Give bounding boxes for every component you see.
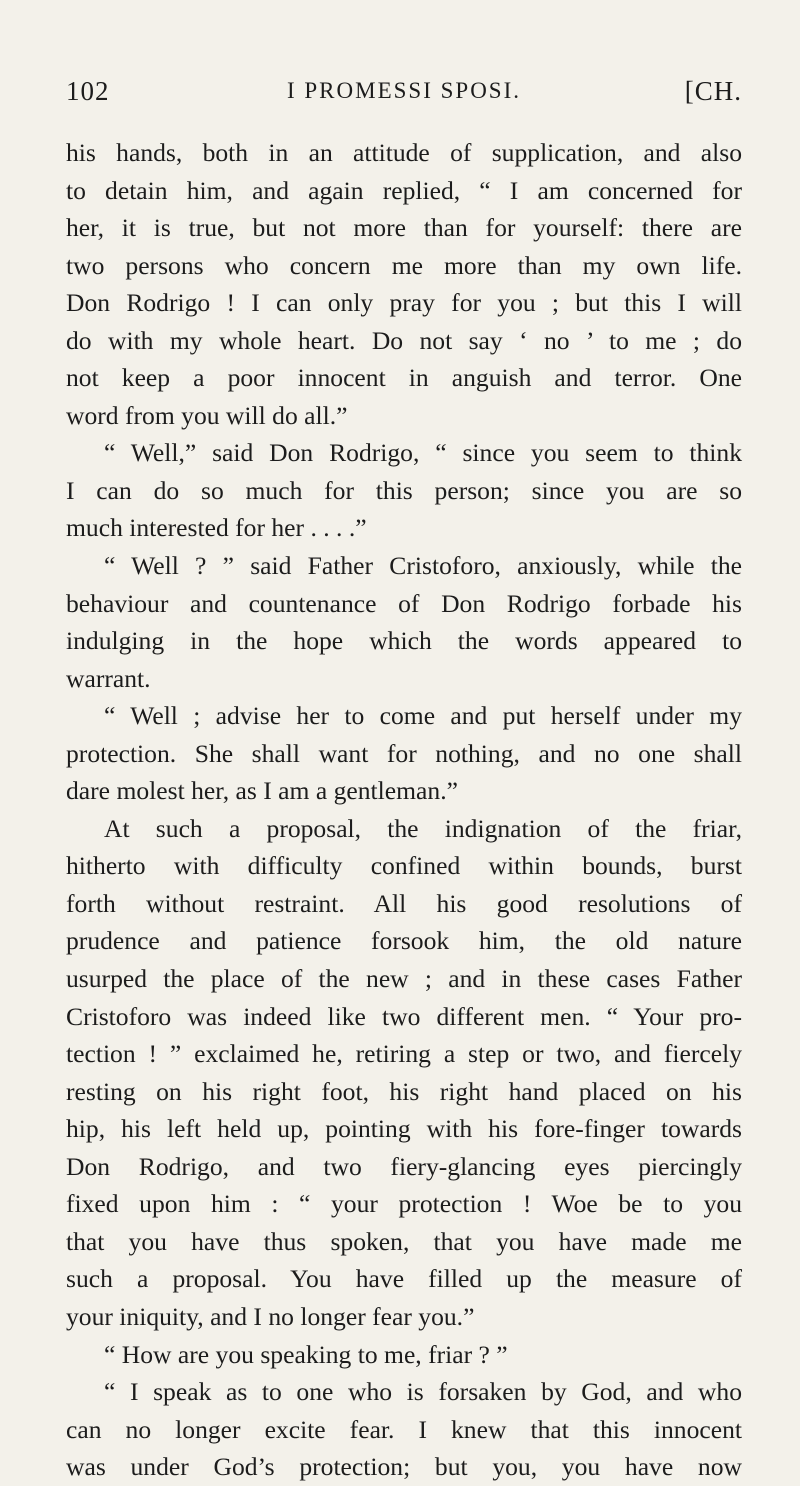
text-line: “ I speak as to one who is forsaken by God, and who <box>104 1377 742 1407</box>
text-line: her, it is true, but not more than for yourself: there are <box>66 213 742 243</box>
text-line: such a proposal. You have filled up the measure of <box>66 1264 742 1294</box>
text-line: his hands, both in an attitude of supplication, and also <box>66 138 742 167</box>
text-line: behaviour and countenance of Don Rodrigo forbade his <box>66 588 742 618</box>
chapter-mark: [CH. <box>684 76 742 106</box>
text-line: tection ! ” exclaimed he, retiring a step or two, and fiercely <box>66 1039 742 1069</box>
text-line: do with my whole heart. Do not say ‘ no ’ to me ; do <box>66 325 742 355</box>
text-line: usurped the place of the new ; and in these cases Father <box>66 964 742 994</box>
running-title: I PROMESSI SPOSI. <box>286 78 522 103</box>
text-line: prudence and patience forsook him, the old nature <box>66 926 742 956</box>
text-line: much interested for her . . . .” <box>66 513 367 543</box>
text-line: that you have thus spoken, that you have made me <box>66 1226 742 1256</box>
text-line: “ Well ? ” said Father Cristoforo, anxiously, while the <box>104 551 742 581</box>
text-line: fixed upon him : “ your protection ! Woe be to you <box>66 1189 742 1219</box>
text-line: word from you will do all.” <box>66 400 348 430</box>
text-line: resting on his right foot, his right hand placed on his <box>66 1076 742 1106</box>
text-line: dare molest her, as I am a gentleman.” <box>66 776 458 806</box>
text-line: Don Rodrigo ! I can only pray for you ; but this I will <box>66 288 742 318</box>
text-line: hitherto with difficulty confined within bounds, burst <box>66 851 742 881</box>
text-line: can no longer excite fear. I knew that this innocent <box>66 1414 742 1444</box>
text-line: hip, his left held up, pointing with his fore-finger towards <box>66 1114 742 1144</box>
text-line: to detain him, and again replied, “ I am concerned for <box>66 175 742 205</box>
text-line: “ How are you speaking to me, friar ? ” <box>104 1339 508 1369</box>
text-line: At such a proposal, the indignation of the friar, <box>104 813 742 843</box>
text-line: warrant. <box>66 663 151 693</box>
text-line: protection. She shall want for nothing, and no one shall <box>66 738 742 768</box>
text-line: was under God’s protection; but you, you have now <box>66 1452 742 1482</box>
text-line: I can do so much for this person; since you are so <box>66 475 742 505</box>
text-line: “ Well,” said Don Rodrigo, “ since you seem to think <box>104 438 742 468</box>
text-line: two persons who concern me more than my own life. <box>66 250 742 280</box>
page-header <box>66 76 742 116</box>
text-line: forth without restraint. All his good resolutions of <box>66 888 742 918</box>
body-text <box>66 134 742 1486</box>
text-line: not keep a poor innocent in anguish and terror. One <box>66 363 742 393</box>
text-line: Don Rodrigo, and two fiery-glancing eyes piercingly <box>66 1151 742 1181</box>
text-line: your iniquity, and I no longer fear you.” <box>66 1301 475 1331</box>
page-number: 102 <box>66 76 110 106</box>
text-line: Cristoforo was indeed like two different men. “ Your pro- <box>66 1001 742 1031</box>
text-line: indulging in the hope which the words appeared to <box>66 626 742 656</box>
text-line: “ Well ; advise her to come and put herself under my <box>104 701 742 731</box>
